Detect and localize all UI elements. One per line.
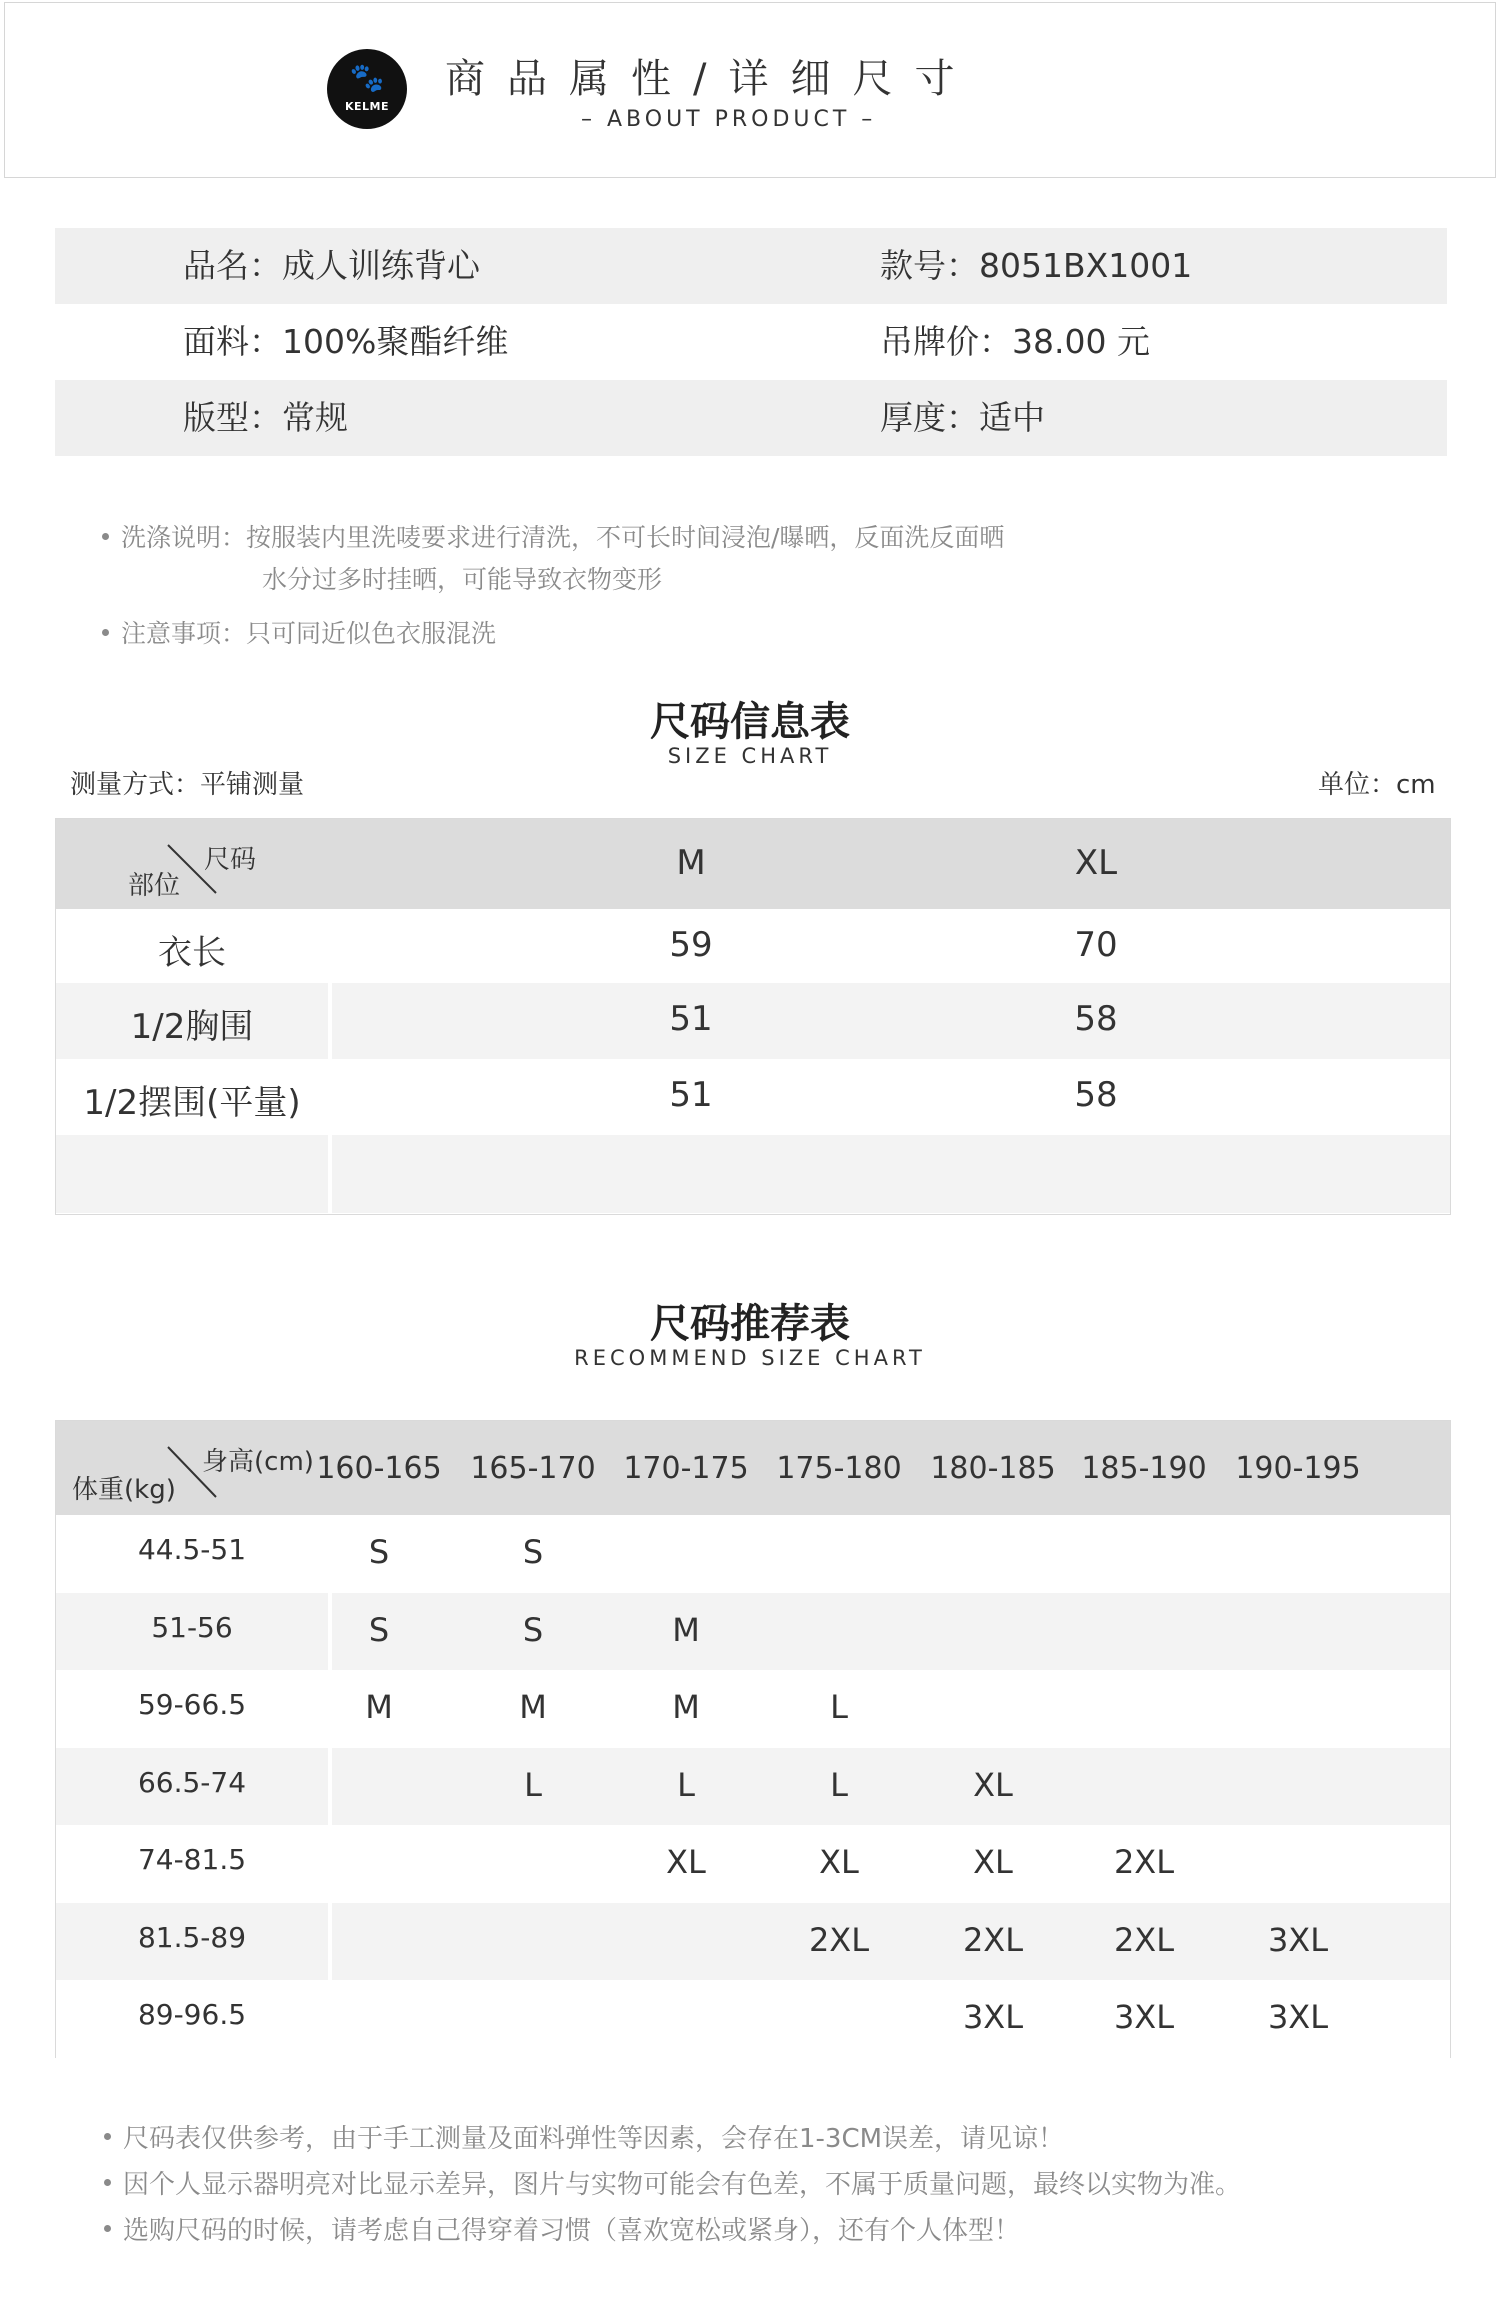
column-divider <box>328 1903 332 1981</box>
corner-weight-label: 体重(kg) <box>72 1475 176 1505</box>
bullet-icon <box>104 2179 111 2186</box>
weight-cell: 74-81.5 <box>137 1843 247 1876</box>
size-cell: S <box>522 1610 544 1649</box>
size-chart-subtitle: SIZE CHART <box>667 744 833 768</box>
table-row <box>56 1593 1450 1671</box>
footer-note-text: 选购尺码的时候，请考虑自己得穿着习惯（喜欢宽松或紧身），还有个人体型！ <box>123 2216 1021 2246</box>
weight-cell: 89-96.5 <box>137 1998 247 2031</box>
size-cell: M <box>519 1688 547 1726</box>
table-header-row <box>56 1421 1450 1515</box>
size-cell: XL <box>973 1843 1013 1881</box>
caution-note <box>102 614 496 650</box>
value-cell: 59 <box>669 925 713 965</box>
size-cell: 3XL <box>1267 1998 1329 2036</box>
size-cell: S <box>368 1533 390 1571</box>
weight-cell: 44.5-51 <box>137 1533 247 1566</box>
attribute-name: 品名：成人训练背心 <box>183 246 480 285</box>
corner-height-label: 身高(cm) <box>202 1447 314 1477</box>
attribute-fit: 版型：常规 <box>183 398 348 437</box>
column-divider <box>328 1135 332 1213</box>
table-row <box>56 1980 1450 2058</box>
corner-size-label: 尺码 <box>204 845 257 875</box>
size-cell: 3XL <box>1113 1998 1175 2036</box>
table-row <box>56 1825 1450 1903</box>
size-cell: L <box>830 1688 848 1726</box>
value-cell: 58 <box>1074 999 1118 1039</box>
table-row <box>56 1903 1450 1981</box>
size-cell: M <box>672 1688 700 1726</box>
bullet-icon <box>102 629 109 636</box>
size-cell: L <box>524 1765 542 1804</box>
header-title: 商品属性/详细尺寸 <box>445 56 977 102</box>
corner-cell <box>56 1421 328 1515</box>
size-cell: XL <box>819 1843 859 1881</box>
size-cell: 2XL <box>1113 1920 1175 1959</box>
size-chart-title: 尺码信息表 <box>650 699 850 745</box>
table-row <box>56 983 1450 1059</box>
recommend-chart-subtitle: RECOMMEND SIZE CHART <box>574 1346 926 1370</box>
attribute-row <box>55 228 1447 304</box>
size-chart-table <box>55 818 1451 1215</box>
part-cell: 1/2胸围 <box>130 1007 254 1047</box>
footer-note-text: 尺码表仅供参考，由于手工测量及面料弹性等因素，会存在1-3CM误差，请见谅！ <box>123 2124 1065 2154</box>
size-cell: S <box>522 1533 544 1571</box>
attribute-row <box>55 380 1447 456</box>
header-box <box>4 2 1496 178</box>
weight-cell: 59-66.5 <box>137 1688 247 1721</box>
measure-method: 测量方式：平铺测量 <box>70 770 305 800</box>
column-divider <box>328 1748 332 1826</box>
weight-cell: 51-56 <box>151 1610 233 1644</box>
size-cell: M <box>365 1688 393 1726</box>
logo-text: KELME <box>344 100 389 113</box>
value-cell: 70 <box>1074 925 1118 965</box>
attribute-style-no: 款号：8051BX1001 <box>880 246 1193 285</box>
footer-note <box>104 2118 1064 2155</box>
weight-cell: 81.5-89 <box>137 1920 247 1954</box>
value-cell: 51 <box>669 999 713 1039</box>
recommend-chart-title: 尺码推荐表 <box>650 1301 850 1347</box>
attribute-row <box>55 304 1447 380</box>
footer-note <box>104 2210 1020 2247</box>
size-cell: L <box>830 1765 848 1804</box>
size-cell: 2XL <box>1113 1843 1175 1881</box>
size-cell: 3XL <box>962 1998 1024 2036</box>
size-cell: XL <box>666 1843 706 1881</box>
size-cell: 2XL <box>962 1920 1024 1959</box>
wash-note-line2: 水分过多时挂晒，可能导致衣物变形 <box>262 565 663 594</box>
table-row <box>56 1748 1450 1826</box>
weight-cell: 66.5-74 <box>137 1765 247 1799</box>
attribute-thickness: 厚度：适中 <box>880 398 1045 437</box>
attribute-fabric: 面料：100%聚酯纤维 <box>183 322 509 361</box>
size-cell: 3XL <box>1267 1920 1329 1959</box>
value-cell: 58 <box>1074 1075 1118 1115</box>
footer-note-text: 因个人显示器明亮对比显示差异，图片与实物可能会有色差，不属于质量问题，最终以实物为准。 <box>123 2170 1242 2200</box>
corner-cell <box>56 819 328 909</box>
size-cell: L <box>677 1765 695 1804</box>
height-header: 190-195 <box>1235 1451 1361 1486</box>
height-header: 160-165 <box>316 1451 442 1486</box>
wash-note <box>102 518 1004 554</box>
wash-note-text: 洗涤说明：按服装内里洗唛要求进行清洗，不可长时间浸泡/曝晒，反面洗反面晒 <box>121 523 1005 552</box>
paw-icon: 🐾 <box>349 61 385 94</box>
size-header: M <box>676 843 706 883</box>
size-cell: XL <box>973 1765 1013 1804</box>
recommend-chart-table <box>55 1420 1451 2058</box>
height-header: 180-185 <box>930 1451 1056 1486</box>
height-header: 165-170 <box>470 1451 596 1486</box>
bullet-icon <box>102 533 109 540</box>
height-header: 175-180 <box>776 1451 902 1486</box>
part-cell: 衣长 <box>158 933 226 973</box>
table-row <box>56 909 1450 983</box>
kelme-logo <box>327 49 407 129</box>
table-row-empty <box>56 1135 1450 1213</box>
size-cell: 2XL <box>808 1920 870 1959</box>
height-header: 185-190 <box>1081 1451 1207 1486</box>
size-cell: S <box>368 1610 390 1649</box>
caution-note-text: 注意事项：只可同近似色衣服混洗 <box>121 619 497 648</box>
footer-note <box>104 2164 1241 2201</box>
table-row <box>56 1059 1450 1135</box>
header-subtitle: – ABOUT PRODUCT – <box>581 107 877 132</box>
column-divider <box>328 983 332 1059</box>
table-row <box>56 1515 1450 1593</box>
bullet-icon <box>104 2225 111 2232</box>
unit-label: 单位：cm <box>1318 770 1436 800</box>
table-row <box>56 1670 1450 1748</box>
table-header-row <box>56 819 1450 909</box>
height-header: 170-175 <box>623 1451 749 1486</box>
value-cell: 51 <box>669 1075 713 1115</box>
corner-part-label: 部位 <box>128 871 181 901</box>
size-cell: M <box>672 1610 700 1649</box>
size-header: XL <box>1074 843 1118 883</box>
bullet-icon <box>104 2133 111 2140</box>
part-cell: 1/2摆围(平量) <box>83 1083 301 1123</box>
attribute-price: 吊牌价：38.00 元 <box>880 322 1150 361</box>
